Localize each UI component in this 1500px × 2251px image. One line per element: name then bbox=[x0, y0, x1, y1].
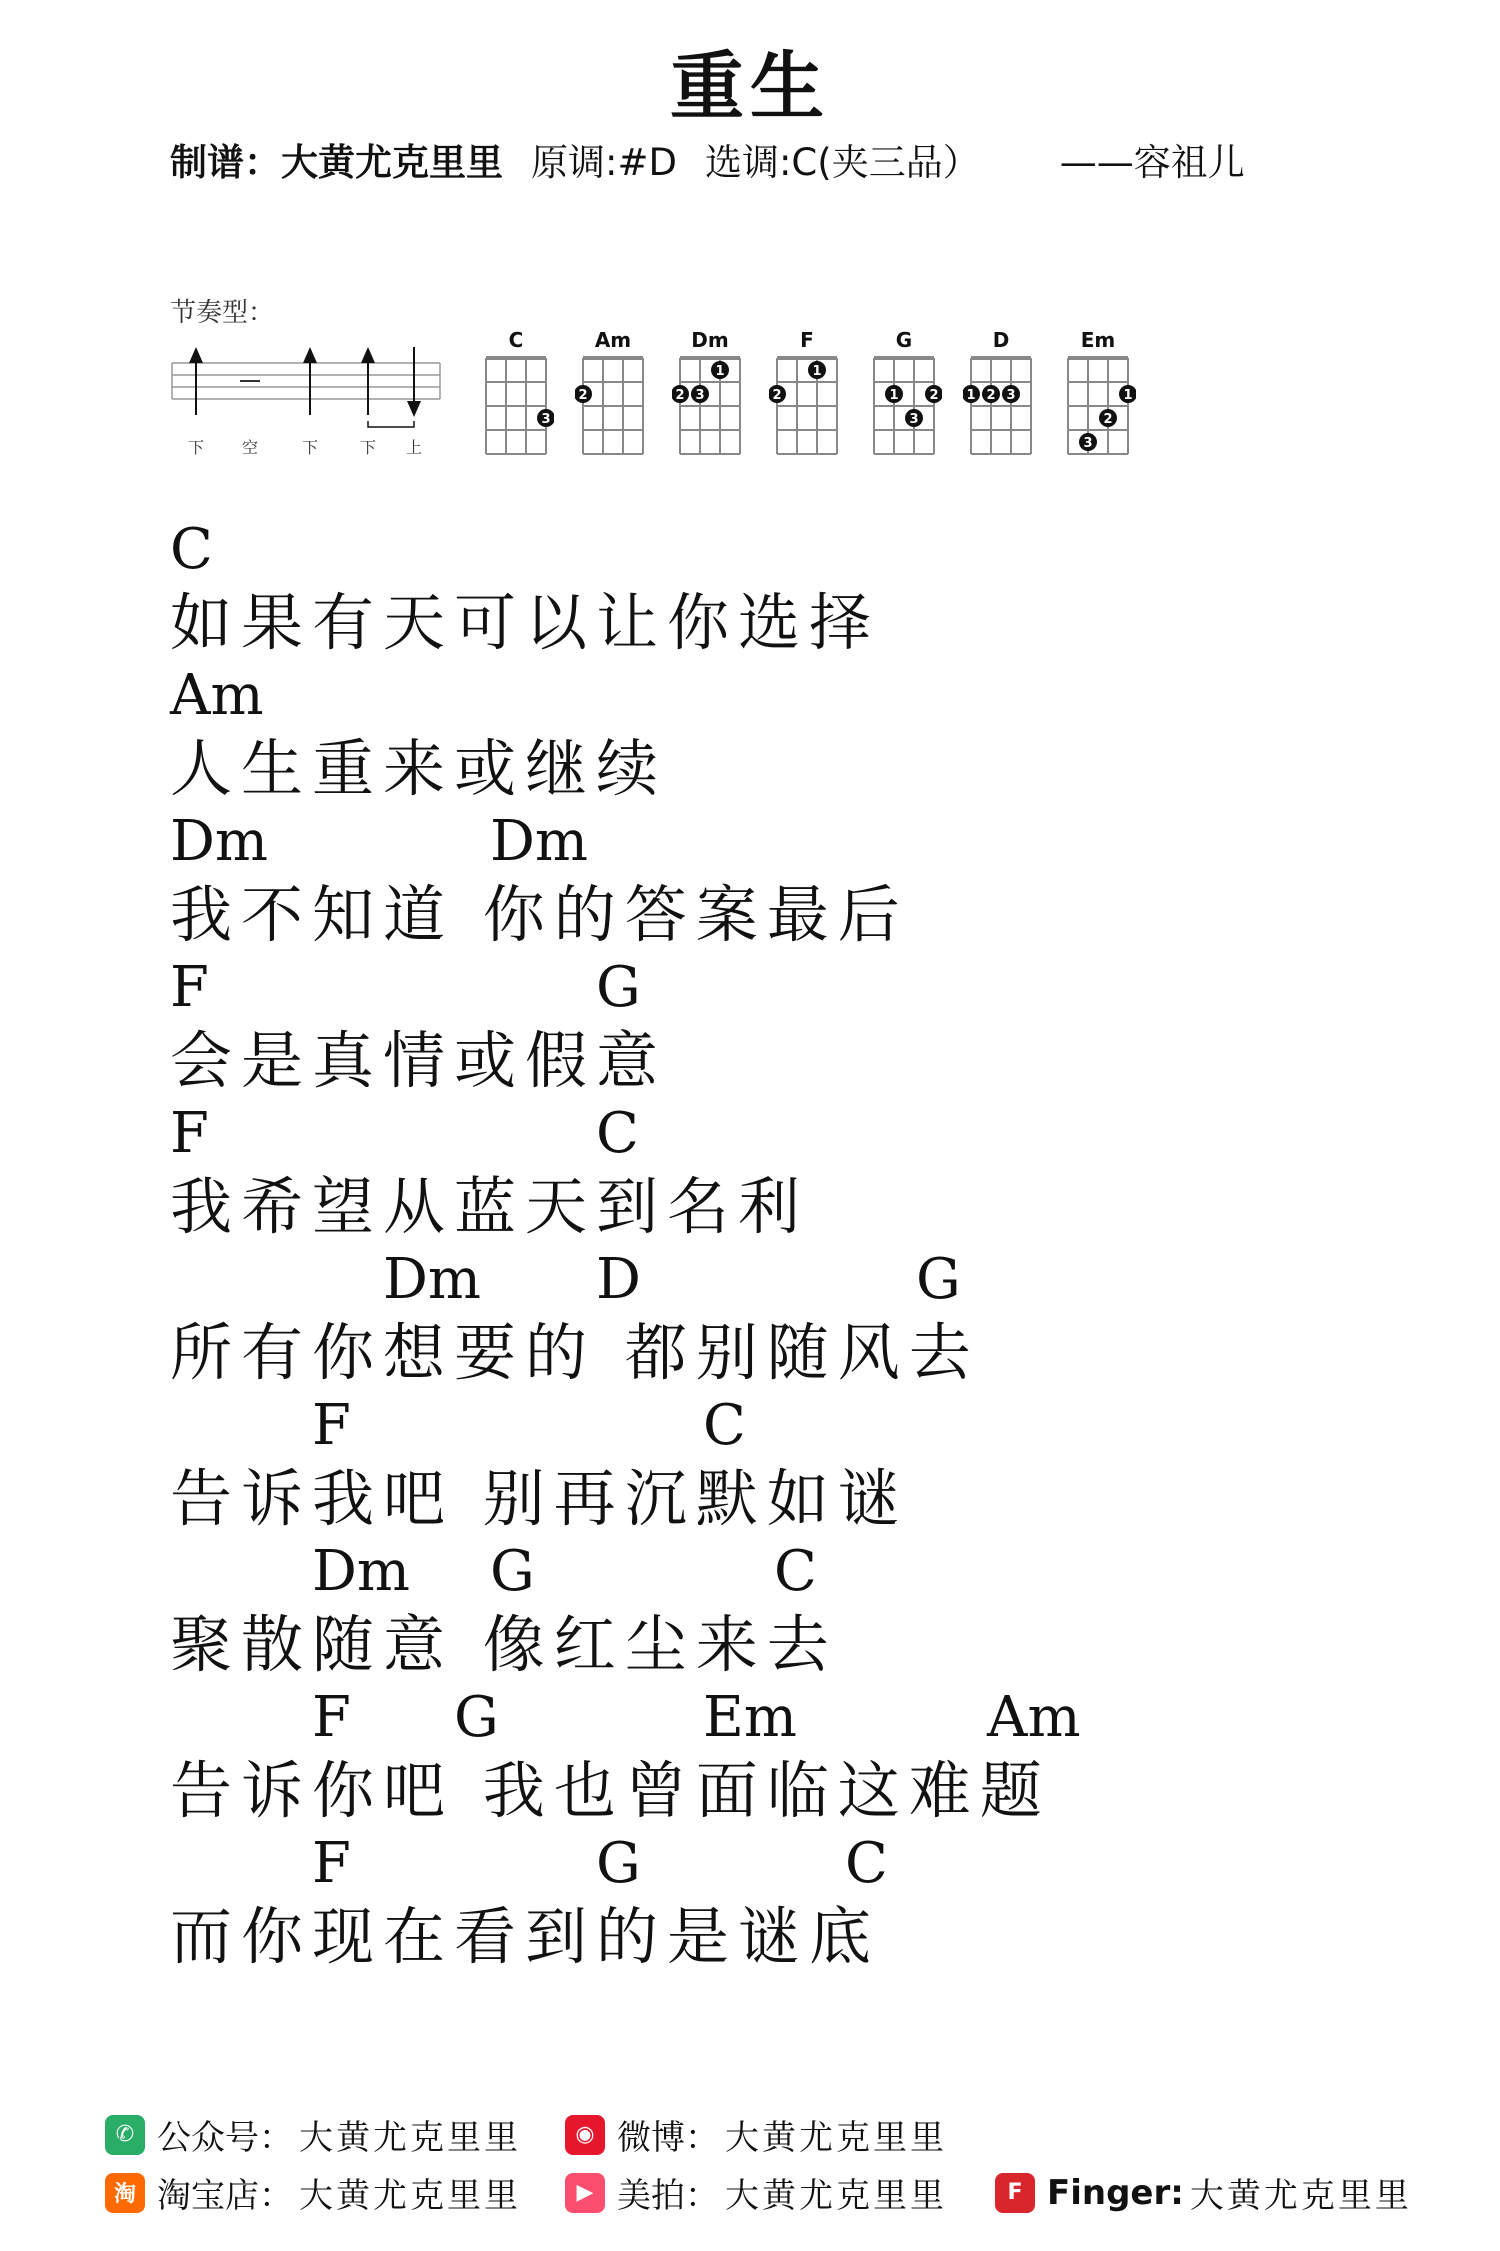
maker-label: 制谱：大黄尤克里里 bbox=[170, 141, 503, 184]
rhythm-staff bbox=[168, 345, 448, 465]
finger-number: 2 bbox=[675, 388, 685, 403]
footer-item bbox=[565, 2110, 947, 2159]
chord-line bbox=[170, 1099, 1051, 1169]
finger-number: 2 bbox=[1103, 412, 1113, 427]
arrow-down-icon bbox=[407, 401, 421, 417]
chord-diagram-name: C bbox=[508, 328, 524, 352]
chord-line bbox=[170, 1683, 1081, 1753]
finger-number: 1 bbox=[812, 364, 822, 379]
chord-label: G bbox=[596, 955, 641, 1020]
chord-label: Dm bbox=[170, 809, 268, 874]
song-line bbox=[170, 1391, 1051, 1537]
stroke-label: 空 bbox=[241, 438, 259, 457]
song-line bbox=[170, 1099, 1051, 1245]
finger-number: 3 bbox=[1083, 436, 1093, 451]
footer-label: Finger: bbox=[1047, 2172, 1184, 2213]
footer-label: 公众号： bbox=[157, 2118, 293, 2158]
chord-label: C bbox=[596, 1101, 639, 1166]
stroke-label: 上 bbox=[405, 438, 423, 457]
fretboard bbox=[866, 352, 942, 472]
wechat-icon: ✆ bbox=[105, 2115, 145, 2155]
footer-value: 大黄尤克里里 bbox=[299, 2118, 521, 2158]
chord-diagram-am bbox=[575, 328, 651, 468]
footer-value: 大黄尤克里里 bbox=[725, 2118, 947, 2158]
song-line bbox=[170, 1683, 1081, 1829]
chord-label: Am bbox=[170, 663, 264, 728]
chord-label: F bbox=[312, 1831, 351, 1896]
meipai-icon: ▶ bbox=[565, 2173, 605, 2213]
finger-number: 1 bbox=[966, 388, 976, 403]
footer-item bbox=[565, 2168, 947, 2217]
arrow-up-icon bbox=[189, 347, 203, 363]
chord-label: F bbox=[312, 1393, 351, 1458]
chord-diagram-name: G bbox=[895, 328, 913, 352]
chord-line bbox=[170, 661, 1051, 731]
chord-label: Am bbox=[987, 1685, 1081, 1750]
lyric-line: 会是真情或假意 bbox=[170, 1024, 668, 1097]
song-line bbox=[170, 1537, 1051, 1683]
finger-number: 3 bbox=[909, 412, 919, 427]
arrow-up-icon bbox=[303, 347, 317, 363]
stroke-label: 下 bbox=[301, 438, 319, 457]
chord-label: F bbox=[170, 1101, 209, 1166]
chord-line bbox=[170, 515, 1051, 585]
taobao-icon: 淘 bbox=[105, 2173, 145, 2213]
lyric-line: 告诉你吧 我也曾面临这难题 bbox=[170, 1754, 1051, 1827]
chord-label: Dm bbox=[312, 1539, 410, 1604]
fretboard bbox=[672, 352, 748, 472]
fretboard bbox=[769, 352, 845, 472]
chord-diagram-c bbox=[478, 328, 554, 468]
chord-diagram-f bbox=[769, 328, 845, 468]
footer-value: 大黄尤克里里 bbox=[299, 2176, 521, 2216]
finger-number: 3 bbox=[541, 412, 551, 427]
beam bbox=[368, 421, 414, 427]
rhythm-label: 节奏型： bbox=[170, 298, 275, 328]
arrow-up-icon bbox=[361, 347, 375, 363]
chord-label: G bbox=[490, 1539, 535, 1604]
song-meta bbox=[170, 132, 1245, 186]
finger-number: 2 bbox=[986, 388, 996, 403]
finger-number: 2 bbox=[772, 388, 782, 403]
finger-number: 3 bbox=[695, 388, 705, 403]
lyric-line: 聚散随意 像红尘来去 bbox=[170, 1608, 838, 1681]
chord-label: G bbox=[454, 1685, 499, 1750]
rhythm-pattern bbox=[168, 345, 448, 469]
footer-label: 淘宝店： bbox=[157, 2176, 293, 2216]
stroke-label: 下 bbox=[187, 438, 205, 457]
chord-diagram-name: Em bbox=[1080, 328, 1116, 352]
weibo-icon: ◉ bbox=[565, 2115, 605, 2155]
song-body bbox=[170, 515, 1081, 1975]
chord-label: F bbox=[312, 1685, 351, 1750]
fretboard bbox=[1060, 352, 1136, 472]
lyric-line: 我希望从蓝天到名利 bbox=[170, 1170, 810, 1243]
chord-label: F bbox=[170, 955, 209, 1020]
lyric-line: 我不知道 你的答案最后 bbox=[170, 878, 909, 951]
chord-line bbox=[170, 1829, 1051, 1899]
lyric-line: 如果有天可以让你选择 bbox=[170, 586, 881, 659]
song-title: 重生 bbox=[670, 44, 830, 130]
finger-number: 2 bbox=[578, 388, 588, 403]
lyric-line: 告诉我吧 别再沉默如谜 bbox=[170, 1462, 909, 1535]
chord-label: C bbox=[845, 1831, 888, 1896]
footer-label: 微博： bbox=[617, 2118, 719, 2158]
chord-line bbox=[170, 807, 1051, 877]
song-line bbox=[170, 953, 1051, 1099]
stroke-label: 下 bbox=[359, 438, 377, 457]
chord-label: C bbox=[170, 517, 213, 582]
chord-diagram-name: F bbox=[800, 328, 814, 352]
song-line bbox=[170, 807, 1051, 953]
lyric-line: 所有你想要的 都别随风去 bbox=[170, 1316, 980, 1389]
chord-label: D bbox=[596, 1247, 641, 1312]
chord-line bbox=[170, 1391, 1051, 1461]
chord-diagram-name: Dm bbox=[691, 328, 729, 352]
footer-item bbox=[105, 2168, 521, 2217]
footer-label: 美拍： bbox=[617, 2176, 719, 2216]
finger-number: 3 bbox=[1006, 388, 1016, 403]
finger-number: 2 bbox=[929, 388, 939, 403]
chord-diagram-d bbox=[963, 328, 1039, 468]
chosen-key: 选调:C(夹三品） bbox=[704, 141, 980, 184]
fretboard bbox=[575, 352, 651, 472]
song-line bbox=[170, 515, 1051, 661]
chord-diagram-name: Am bbox=[594, 328, 632, 352]
song-line bbox=[170, 1829, 1051, 1975]
chord-label: Em bbox=[703, 1685, 797, 1750]
artist: ——容祖儿 bbox=[1059, 141, 1245, 184]
footer-item bbox=[995, 2168, 1412, 2217]
song-line bbox=[170, 1245, 1051, 1391]
finger-number: 1 bbox=[715, 364, 725, 379]
fretboard bbox=[478, 352, 554, 472]
chord-label: C bbox=[703, 1393, 746, 1458]
chord-label: C bbox=[774, 1539, 817, 1604]
finger-number: 1 bbox=[1123, 388, 1133, 403]
chord-label: Dm bbox=[383, 1247, 481, 1312]
chord-label: G bbox=[596, 1831, 641, 1896]
lyric-line: 而你现在看到的是谜底 bbox=[170, 1900, 881, 1973]
chord-line bbox=[170, 1245, 1051, 1315]
finger-icon: F bbox=[995, 2173, 1035, 2213]
chord-diagram-dm bbox=[672, 328, 748, 468]
chord-label: G bbox=[916, 1247, 961, 1312]
chord-line bbox=[170, 953, 1051, 1023]
fretboard bbox=[963, 352, 1039, 472]
footer-item bbox=[105, 2110, 521, 2159]
chord-diagram-em bbox=[1060, 328, 1136, 468]
original-key: 原调:#D bbox=[531, 141, 677, 184]
footer-value: 大黄尤克里里 bbox=[1189, 2176, 1412, 2216]
footer-value: 大黄尤克里里 bbox=[725, 2176, 947, 2216]
song-line bbox=[170, 661, 1051, 807]
chord-line bbox=[170, 1537, 1051, 1607]
chord-label: Dm bbox=[490, 809, 588, 874]
chord-diagram-name: D bbox=[992, 328, 1010, 352]
chord-diagram-g bbox=[866, 328, 942, 468]
lyric-line: 人生重来或继续 bbox=[170, 732, 668, 805]
finger-number: 1 bbox=[889, 388, 899, 403]
